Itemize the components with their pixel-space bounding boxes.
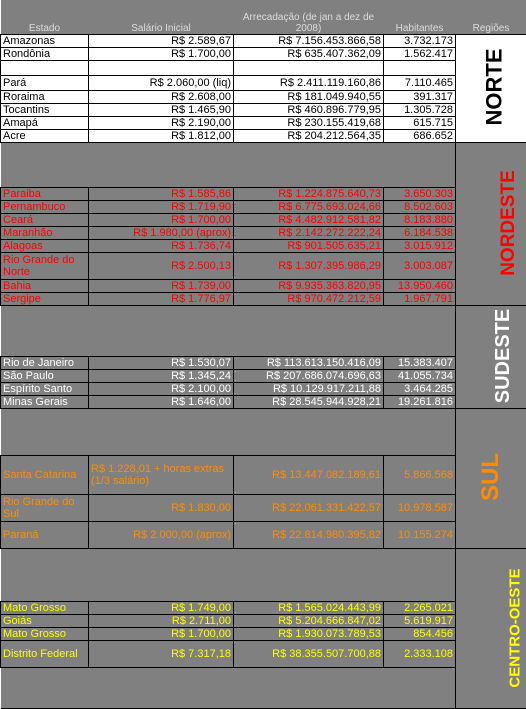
cell-estado: Rondônia xyxy=(1,48,89,61)
region-label-norte xyxy=(456,35,526,143)
cell-estado: Amazonas xyxy=(1,35,89,48)
table-row xyxy=(1,240,526,253)
cell-habitantes: 615.715 xyxy=(384,117,456,130)
cell-estado: São Paulo xyxy=(1,370,89,383)
cell-salario: R$ 1.465,90 xyxy=(89,104,234,117)
cell-salario: R$ 1.719,90 xyxy=(89,201,234,214)
cell-estado: Paraná xyxy=(1,522,89,549)
cell-habitantes: 3.650.303 xyxy=(384,188,456,201)
region-label-sul xyxy=(456,409,526,549)
cell-habitantes: 10.155.274 xyxy=(384,522,456,549)
cell-habitantes: 3.003.087 xyxy=(384,253,456,280)
cell-salario: R$ 2.500,13 xyxy=(89,253,234,280)
cell-estado: Roraima xyxy=(1,91,89,104)
cell-arrecadacao: R$ 22.814.980.395,82 xyxy=(234,522,384,549)
table-row xyxy=(1,253,526,280)
table-row xyxy=(1,602,526,615)
cell-arrecadacao: R$ 901.505.635,21 xyxy=(234,240,384,253)
cell-arrecadacao: R$ 181.049.940,55 xyxy=(234,91,384,104)
cell-salario: R$ 2.190,00 xyxy=(89,117,234,130)
cell-arrecadacao: R$ 460.896.779,95 xyxy=(234,104,384,117)
cell-arrecadacao: R$ 10.129.917.211,88 xyxy=(234,383,384,396)
cell-estado: Acre xyxy=(1,130,89,143)
cell-salario: R$ 7.317,18 xyxy=(89,641,234,668)
cell-estado: Pernambuco xyxy=(1,201,89,214)
cell-arrecadacao: R$ 7.156.453.866,58 xyxy=(234,35,384,48)
cell-salario: R$ 2.100,00 xyxy=(89,383,234,396)
cell-salario: R$ 1.980,00 (aprox) xyxy=(89,227,234,240)
cell-estado: Rio Grande do Norte xyxy=(1,253,89,280)
cell-salario: R$ 2.000,00 (aprox) xyxy=(89,522,234,549)
cell-estado: Bahia xyxy=(1,280,89,293)
cell-arrecadacao: R$ 1.224.875.640,73 xyxy=(234,188,384,201)
table-row xyxy=(1,130,526,143)
cell-arrecadacao: R$ 2.411.119.160,86 xyxy=(234,76,384,91)
cell-habitantes: 2.333.108 xyxy=(384,641,456,668)
cell-salario: R$ 1.585,86 xyxy=(89,188,234,201)
cell-estado: Maranhão xyxy=(1,227,89,240)
region-name: NORDESTE xyxy=(503,170,515,276)
region-spacer xyxy=(1,668,526,709)
cell-salario: R$ 1.739,00 xyxy=(89,280,234,293)
table-row xyxy=(1,117,526,130)
cell-estado: Rio Grande do Sul xyxy=(1,495,89,522)
cell-estado: Espírito Santo xyxy=(1,383,89,396)
cell-estado: Paraiba xyxy=(1,188,89,201)
header-arrecadacao: Arrecadação (de jan a dez de 2008) xyxy=(234,0,384,35)
cell-salario xyxy=(89,61,234,76)
cell-arrecadacao xyxy=(234,61,384,76)
cell-salario: R$ 1.700,00 xyxy=(89,628,234,641)
region-label-centro-oeste xyxy=(456,549,526,709)
cell-habitantes xyxy=(384,61,456,76)
cell-habitantes: 41.055.734 xyxy=(384,370,456,383)
table-row xyxy=(1,383,526,396)
table-row xyxy=(1,91,526,104)
cell-salario: R$ 1.776,97 xyxy=(89,293,234,306)
region-spacer xyxy=(1,549,526,602)
region-name: SUDESTE xyxy=(497,308,509,402)
cell-estado: Rio de Janeiro xyxy=(1,357,89,370)
cell-estado: Pará xyxy=(1,76,89,91)
table-row xyxy=(1,456,526,495)
table-row xyxy=(1,188,526,201)
table-row xyxy=(1,495,526,522)
cell-habitantes: 2.265.021 xyxy=(384,602,456,615)
cell-habitantes: 10.978.587 xyxy=(384,495,456,522)
table-row xyxy=(1,61,526,76)
cell-salario: R$ 2.060,00 (liq) xyxy=(89,76,234,91)
cell-arrecadacao: R$ 6.775.693.024,66 xyxy=(234,201,384,214)
cell-estado: Goiás xyxy=(1,615,89,628)
cell-salario: R$ 1.700,00 xyxy=(89,48,234,61)
cell-habitantes: 19.261.816 xyxy=(384,396,456,409)
cell-habitantes: 5.866.568 xyxy=(384,456,456,495)
cell-habitantes: 1.967.791 xyxy=(384,293,456,306)
cell-estado: Tocantins xyxy=(1,104,89,117)
table-row xyxy=(1,104,526,117)
cell-salario: R$ 1.749,00 xyxy=(89,602,234,615)
cell-habitantes: 8.183.880 xyxy=(384,214,456,227)
region-name: NORTE xyxy=(489,48,501,125)
cell-estado: Alagoas xyxy=(1,240,89,253)
cell-salario: R$ 1.228,01 + horas extras (1/3 salário) xyxy=(89,456,234,495)
table-row xyxy=(1,76,526,91)
table-row xyxy=(1,35,526,48)
table-header-row xyxy=(1,0,526,35)
cell-arrecadacao: R$ 28.545.944.928,21 xyxy=(234,396,384,409)
table-row xyxy=(1,615,526,628)
table-row xyxy=(1,628,526,641)
table-row xyxy=(1,396,526,409)
table-row xyxy=(1,227,526,240)
cell-salario: R$ 1.700,00 xyxy=(89,214,234,227)
cell-arrecadacao: R$ 22.061.331.422,57 xyxy=(234,495,384,522)
cell-habitantes: 391.317 xyxy=(384,91,456,104)
cell-habitantes: 3.464.285 xyxy=(384,383,456,396)
header-regioes: Regiões xyxy=(456,0,526,35)
cell-habitantes: 686.652 xyxy=(384,130,456,143)
cell-arrecadacao: R$ 9.935.363.820,95 xyxy=(234,280,384,293)
cell-habitantes: 854.456 xyxy=(384,628,456,641)
region-label-nordeste xyxy=(456,143,526,306)
cell-estado: Sergipe xyxy=(1,293,89,306)
cell-salario: R$ 1.345,24 xyxy=(89,370,234,383)
cell-habitantes: 7.110.465 xyxy=(384,76,456,91)
region-label-sudeste xyxy=(456,306,526,409)
table-row xyxy=(1,641,526,668)
cell-estado: Mato Grosso xyxy=(1,628,89,641)
cell-arrecadacao: R$ 13.447.082.189,61 xyxy=(234,456,384,495)
cell-habitantes: 3.015.912 xyxy=(384,240,456,253)
cell-arrecadacao: R$ 38.355.507.700,88 xyxy=(234,641,384,668)
cell-arrecadacao: R$ 1.307.395.986,29 xyxy=(234,253,384,280)
cell-estado: Mato Grosso xyxy=(1,602,89,615)
cell-arrecadacao: R$ 204.212.564,35 xyxy=(234,130,384,143)
region-spacer xyxy=(1,409,526,456)
cell-salario: R$ 1.830,00 xyxy=(89,495,234,522)
cell-arrecadacao: R$ 4.482.912.581,82 xyxy=(234,214,384,227)
region-name: CENTRO-OESTE xyxy=(510,568,522,687)
cell-habitantes: 6.184.538 xyxy=(384,227,456,240)
cell-habitantes: 15.383.407 xyxy=(384,357,456,370)
header-habitantes: Habitantes xyxy=(384,0,456,35)
cell-salario: R$ 1.812,00 xyxy=(89,130,234,143)
cell-habitantes: 8.502.603 xyxy=(384,201,456,214)
cell-habitantes: 5.619.917 xyxy=(384,615,456,628)
cell-salario: R$ 2.608,00 xyxy=(89,91,234,104)
cell-habitantes: 13.950.460 xyxy=(384,280,456,293)
region-name: SUL xyxy=(485,453,497,501)
cell-arrecadacao: R$ 113.613.150.416,09 xyxy=(234,357,384,370)
cell-estado: Ceará xyxy=(1,214,89,227)
cell-arrecadacao: R$ 230.155.419,68 xyxy=(234,117,384,130)
cell-salario: R$ 1.736,74 xyxy=(89,240,234,253)
table-row xyxy=(1,522,526,549)
cell-estado: Amapá xyxy=(1,117,89,130)
cell-estado: Distrito Federal xyxy=(1,641,89,668)
cell-estado: Santa Catarina xyxy=(1,456,89,495)
cell-arrecadacao: R$ 207.686.074.696,63 xyxy=(234,370,384,383)
cell-arrecadacao: R$ 5.204.666.847,02 xyxy=(234,615,384,628)
table-row xyxy=(1,357,526,370)
region-spacer xyxy=(1,306,526,357)
cell-habitantes: 1.562.417 xyxy=(384,48,456,61)
table-row xyxy=(1,214,526,227)
cell-arrecadacao: R$ 1.565.024.443,99 xyxy=(234,602,384,615)
table-row xyxy=(1,48,526,61)
cell-arrecadacao: R$ 2.142.272.222,24 xyxy=(234,227,384,240)
table-row xyxy=(1,293,526,306)
cell-salario: R$ 2.711,00 xyxy=(89,615,234,628)
cell-habitantes: 1.305.728 xyxy=(384,104,456,117)
cell-habitantes: 3.732.173 xyxy=(384,35,456,48)
cell-arrecadacao: R$ 1.930.073.789,53 xyxy=(234,628,384,641)
cell-salario: R$ 1.530,07 xyxy=(89,357,234,370)
cell-estado xyxy=(1,61,89,76)
table-row xyxy=(1,280,526,293)
cell-salario: R$ 1.646,00 xyxy=(89,396,234,409)
cell-arrecadacao: R$ 635.407.362,09 xyxy=(234,48,384,61)
cell-arrecadacao: R$ 970.472.212,59 xyxy=(234,293,384,306)
header-salario: Salário Inicial xyxy=(89,0,234,35)
region-spacer xyxy=(1,143,526,188)
cell-salario: R$ 2.589,67 xyxy=(89,35,234,48)
header-estado: Estado xyxy=(1,0,89,35)
table-row xyxy=(1,370,526,383)
table-row xyxy=(1,201,526,214)
cell-estado: Minas Gerais xyxy=(1,396,89,409)
